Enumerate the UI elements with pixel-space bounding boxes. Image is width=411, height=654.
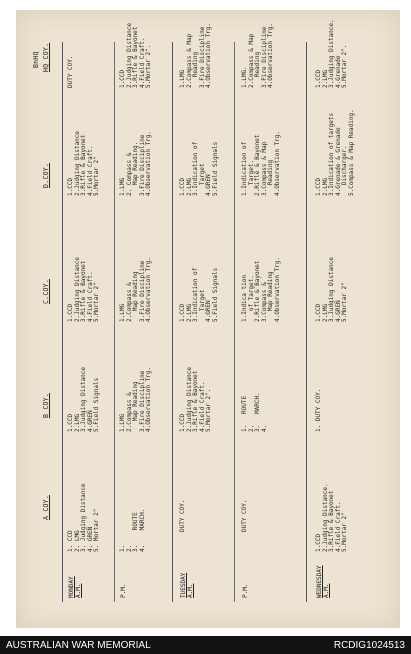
- cell-c-coy: 1.Indica tion of Target. 2.Rifle & Bayonet 3.Compass & Map Reading 4.Observation Trg.: [241, 256, 281, 322]
- archive-reference: RCDIG1024513: [333, 639, 405, 651]
- row-divider: [114, 42, 115, 602]
- day-label: P.M.: [242, 583, 249, 598]
- row-divider: [234, 42, 235, 602]
- row-divider: [306, 42, 307, 602]
- cell-b-coy: 1. DUTY COY.: [315, 388, 322, 432]
- archive-footer-bar: [0, 636, 411, 654]
- cell-a-coy: 1.CCD 2.Judging Distance. 3.Rifle & Bayonet 4.Field Craft. 5.Mortar 2": [315, 483, 348, 552]
- cell-b-coy: 1.LMG 2.Compass & Map Reading 3.Fire Discipline 4.Observation Trg.: [119, 366, 152, 432]
- column-header-d-coy: D.COY.: [42, 162, 50, 188]
- cell-hq-coy: 1.LMG 2.Compass & Map Reading 3.Fire Discipline 4.Observation Trg.: [179, 22, 212, 88]
- cell-a-coy: DUTY COY.: [179, 499, 186, 532]
- column-header-c-coy: C.COY.: [42, 278, 50, 304]
- cell-d-coy: 1.CCD 2.Judging Distance 3.Rifle & Bayonet 4.Field Craft. 5.Mortar 2": [67, 130, 100, 196]
- cell-b-coy: 1. ROUTE 2. 3. MARCH. 4.: [241, 392, 268, 432]
- cell-c-coy: 1.CCD 2.Judging Distance 3.Rifle & Bayonet 4.Field Craft. 5.Mortar 2": [67, 256, 100, 322]
- cell-d-coy: 1.CCD 2.LMG 3.Indication of targets 4.Grenade & Grenade Discharger. 5.Compass & Map Reading.: [315, 109, 355, 196]
- cell-d-coy: 1.CCD 2.LMG 3.Indication of Target 4.GREN 5.Field Signals: [179, 141, 219, 196]
- cell-a-coy: DUTY COY.: [241, 499, 248, 532]
- cell-b-coy: 1.CCD 2.LMG 3.Judging Distance 4.GREN 5.Field Signals: [67, 366, 100, 432]
- cell-hq-coy: DUTY COY.: [67, 55, 74, 88]
- row-divider: [62, 42, 63, 602]
- day-label: MONDAY A.M.: [68, 576, 83, 598]
- document-page: [16, 10, 400, 628]
- archive-name: AUSTRALIAN WAR MEMORIAL: [6, 639, 151, 651]
- cell-c-coy: 1.CCD 2.LMG 3.Indication of Target 4.GREN 5.Field Signals: [179, 267, 219, 322]
- cell-a-coy: 1. 2. 3. ROUTE 4. MARCH.: [119, 508, 146, 552]
- column-header-b-coy: B COY.: [42, 392, 50, 418]
- day-label: P.M.: [120, 583, 127, 598]
- cell-b-coy: 1.CCD 2.Judging Distance 3.Rifle & Bayonet 4.Field Craft. 5.Mortar 2".: [179, 366, 212, 432]
- timetable: [16, 10, 400, 628]
- cell-c-coy: 1.LMG 2.Compass & Map Reading 3.Fire Discipline 4.Observation Trg.: [119, 256, 152, 322]
- day-label: TUESDAY A.M.: [180, 572, 195, 598]
- column-header-a-coy: A COY.: [42, 494, 50, 520]
- column-header-bn-hq: BnHQ: [32, 51, 40, 68]
- cell-hq-coy: 1.LMG. 2.Compass & Map Reading 3.Fire Discipline 4.Observation Trg.: [241, 22, 274, 88]
- cell-c-coy: 1.CCD 2.LMG 3.Judging Distance 4.GREN 5.Mortar 2": [315, 256, 348, 322]
- cell-d-coy: 1.LMG 2. Compass & Map Reading. 3.Fire Discipline 4.Observation Trg.: [119, 130, 152, 196]
- cell-hq-coy: 1.CCD 2.LMG 3.Judging Distance. 4.Grenade 5.Mortar 2".: [315, 19, 348, 88]
- cell-hq-coy: 1.CCD 2.Judging Distance 3.Rifle & Bayonet 4.Field Craft. 5.Mortar 2".: [119, 22, 152, 88]
- column-header-hq-coy: HQ COY.: [42, 42, 50, 72]
- row-divider: [172, 42, 173, 602]
- cell-a-coy: 1. CCD 2. LMG 3. Judging Distance 4. GREN 5. Mortar 2": [67, 483, 100, 552]
- day-label: WEDNESDAY A.M.: [316, 565, 331, 598]
- cell-d-coy: 1.Indication of Target. 2.Rifle & Bayonet 3.Compass & Map Reading 4.Observation Trg.: [241, 130, 281, 196]
